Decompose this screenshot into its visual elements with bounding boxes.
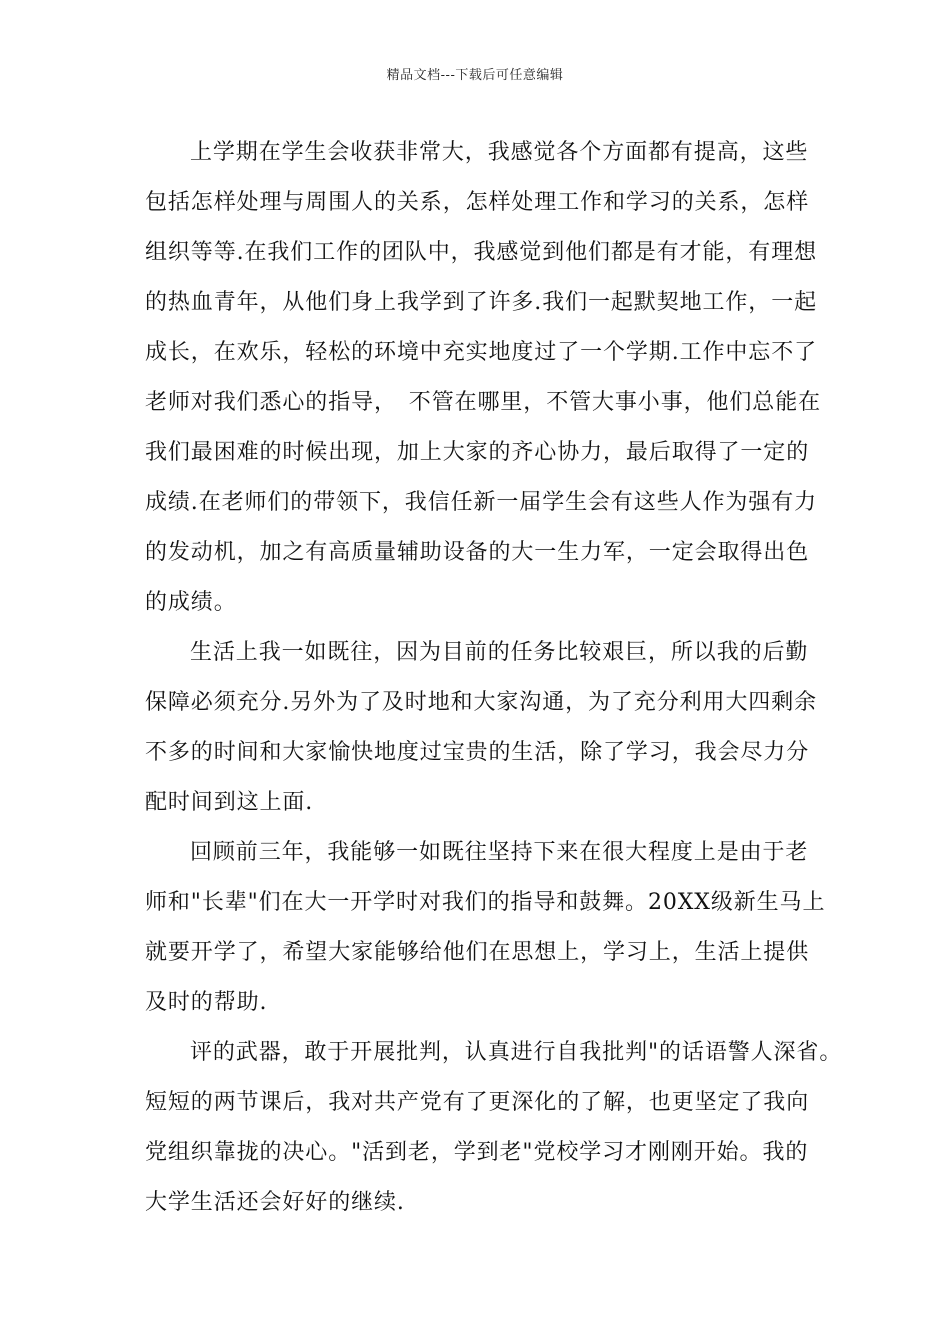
paragraph-line: 上学期在学生会收获非常大，我感觉各个方面都有提高，这些 [190,140,809,165]
page-header: 精品文档---下载后可任意编辑 [386,68,564,83]
paragraph [145,1028,843,1228]
paragraph-line: 大学生活还会好好的继续. [145,1190,405,1215]
paragraph [145,628,825,828]
paragraph-line: 及时的帮助. [145,990,268,1015]
paragraph-line: 成绩.在老师们的带领下，我信任新一届学生会有这些人作为强有力 [145,490,817,515]
paragraph-line: 党组织靠拢的决心。"活到老，学到老"党校学习才刚刚开始。我的 [145,1140,809,1165]
document-body [145,128,843,1228]
paragraph-line: 包括怎样处理与周围人的关系，怎样处理工作和学习的关系，怎样 [145,190,810,215]
paragraph-line: 我们最困难的时候出现，加上大家的齐心协力，最后取得了一定的 [145,440,810,465]
paragraph-line: 的成绩。 [145,590,237,615]
paragraph [145,128,825,628]
paragraph-line: 不多的时间和大家愉快地度过宝贵的生活，除了学习，我会尽力分 [145,740,810,765]
paragraph-line: 的发动机，加之有高质量辅助设备的大一生力军，一定会取得出色 [145,540,810,565]
paragraph-line: 就要开学了，希望大家能够给他们在思想上，学习上，生活上提供 [145,940,810,965]
paragraph-line: 回顾前三年，我能够一如既往坚持下来在很大程度上是由于老 [190,840,809,865]
paragraph-line: 的热血青年，从他们身上我学到了许多.我们一起默契地工作，一起 [145,290,817,315]
paragraph-line: 保障必须充分.另外为了及时地和大家沟通，为了充分利用大四剩余 [145,690,817,715]
paragraph-line: 老师对我们悉心的指导， 不管在哪里，不管大事小事，他们总能在 [145,390,822,415]
paragraph-line: 组织等等.在我们工作的团队中，我感觉到他们都是有才能，有理想 [145,240,817,265]
paragraph-line: 配时间到这上面. [145,790,314,815]
paragraph-line: 成长，在欢乐，轻松的环境中充实地度过了一个学期.工作中忘不了 [145,340,817,365]
paragraph-line: 师和"长辈"们在大一开学时对我们的指导和鼓舞。20XX级新生马上 [145,890,826,915]
paragraph [145,828,825,1028]
paragraph-line: 评的武器，敢于开展批判，认真进行自我批判"的话语警人深省。 [190,1040,843,1065]
paragraph-line: 短短的两节课后，我对共产党有了更深化的了解，也更坚定了我向 [145,1090,810,1115]
paragraph-line: 生活上我一如既往，因为目前的任务比较艰巨，所以我的后勤 [190,640,809,665]
